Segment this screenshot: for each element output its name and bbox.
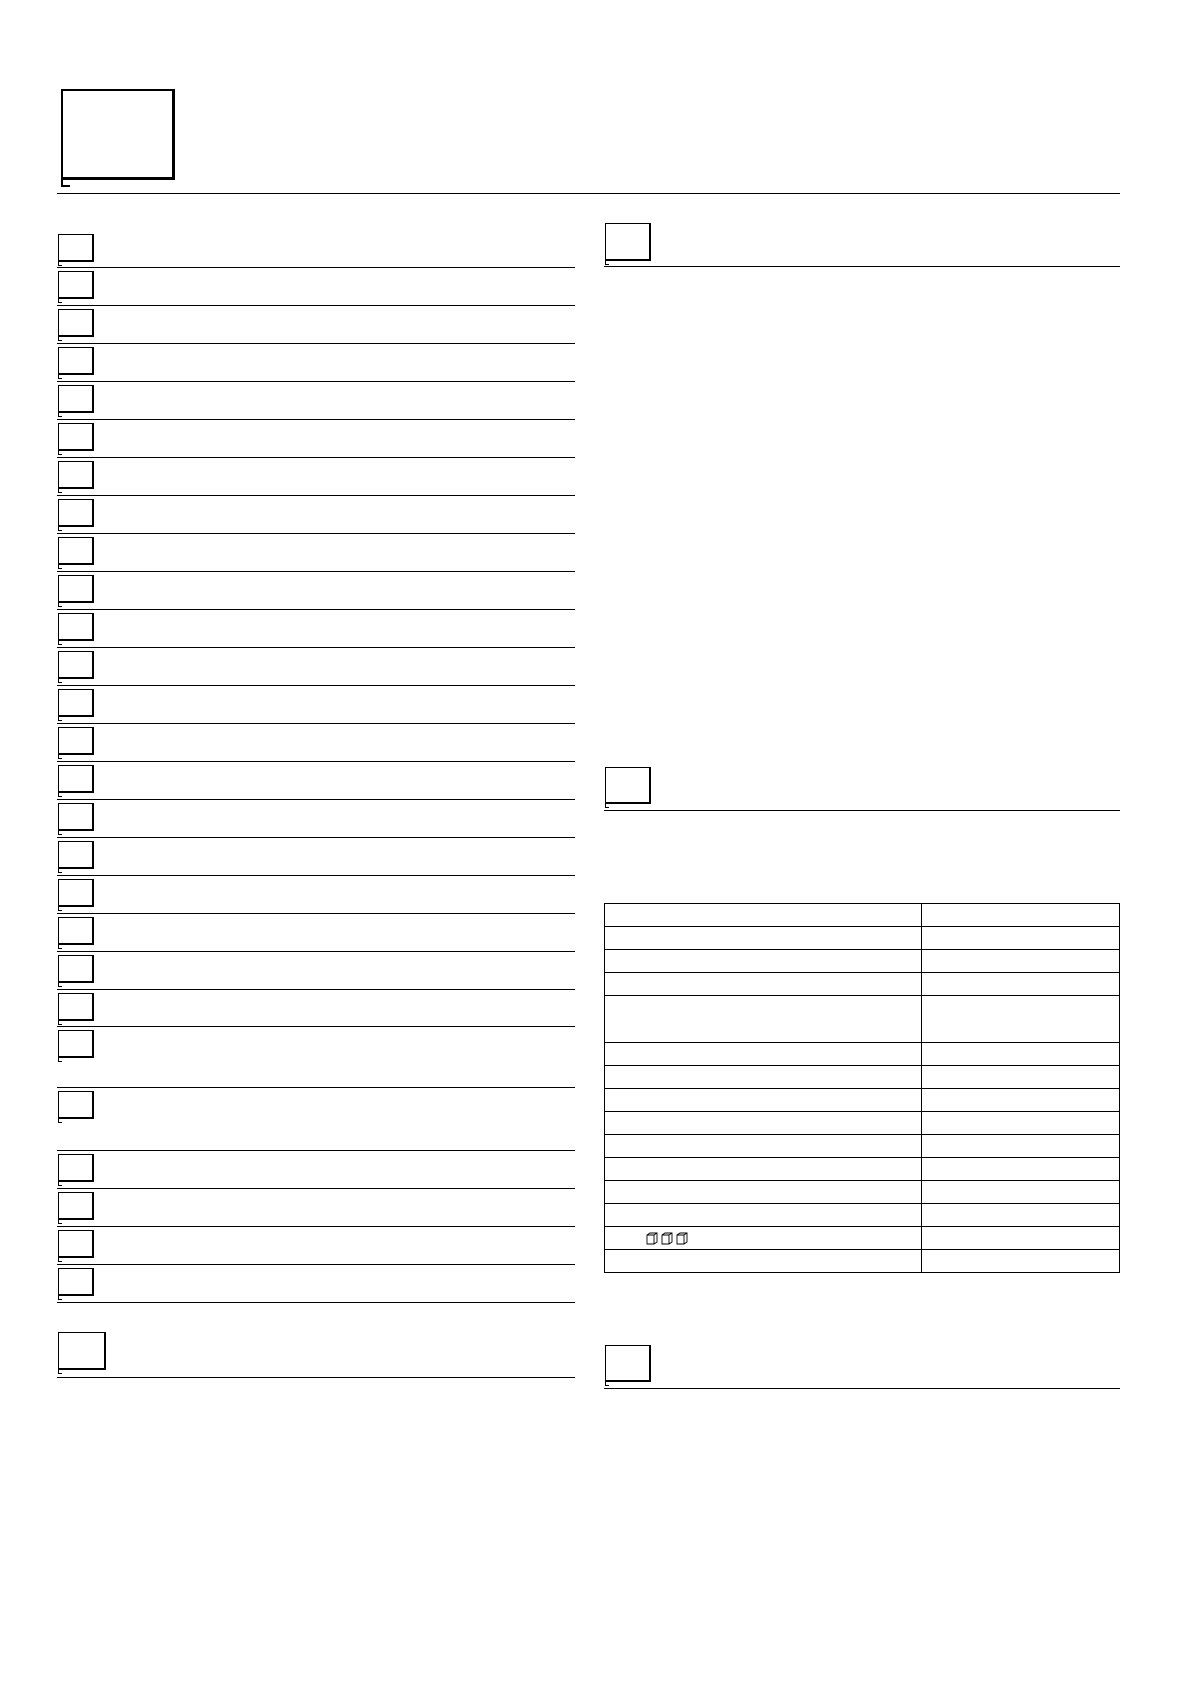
cube-icon-group <box>646 1232 688 1245</box>
list-item-mark <box>58 1154 94 1182</box>
table-cell-value <box>922 1089 1120 1112</box>
list-item-rule <box>57 267 575 268</box>
table-row <box>605 1204 1120 1227</box>
table-cell-label <box>605 1204 922 1227</box>
header-rule <box>57 193 1120 194</box>
list-item-rule <box>57 723 575 724</box>
table-cell-value <box>922 904 1120 927</box>
list-item-rule <box>57 647 575 648</box>
table-row <box>605 927 1120 950</box>
table-row <box>605 973 1120 996</box>
list-item-mark <box>58 461 94 489</box>
list-item-rule <box>57 1026 575 1027</box>
list-item-mark <box>58 575 94 603</box>
table-cell-value <box>922 1158 1120 1181</box>
list-item-mark <box>58 651 94 679</box>
list-item-rule <box>57 685 575 686</box>
list-item-rule <box>57 1226 575 1227</box>
table-row <box>605 1089 1120 1112</box>
list-item-mark <box>58 1268 94 1296</box>
table-cell-label <box>605 950 922 973</box>
list-item-rule <box>57 609 575 610</box>
table-cell-label <box>605 996 922 1043</box>
list-item-rule <box>57 1188 575 1189</box>
table-row <box>605 1043 1120 1066</box>
list-item-rule <box>57 571 575 572</box>
table-cell-label <box>605 1158 922 1181</box>
table-cell-label <box>605 927 922 950</box>
table-cell-label <box>605 1227 922 1250</box>
list-item-mark <box>58 1230 94 1258</box>
table-row <box>605 996 1120 1043</box>
list-item-mark <box>58 234 94 262</box>
cube-icon <box>661 1232 673 1245</box>
list-item-rule <box>57 837 575 838</box>
table-row <box>605 1066 1120 1089</box>
section-mark-right-top <box>605 223 651 261</box>
table-cell-label <box>605 1043 922 1066</box>
list-item-rule <box>57 457 575 458</box>
list-item-rule <box>57 343 575 344</box>
spec-table <box>604 903 1120 1273</box>
table-cell-label <box>605 1089 922 1112</box>
table-cell-label <box>605 904 922 927</box>
table-row <box>605 950 1120 973</box>
section-rule-left-bottom <box>57 1377 575 1378</box>
list-item-rule <box>57 1150 575 1151</box>
list-item-mark <box>58 727 94 755</box>
list-item-mark <box>58 803 94 831</box>
list-item-rule <box>57 533 575 534</box>
table-cell-value <box>922 1250 1120 1273</box>
cube-icon <box>646 1232 658 1245</box>
list-item-mark <box>58 955 94 983</box>
list-item-rule <box>57 495 575 496</box>
list-item-mark <box>58 917 94 945</box>
list-item-mark <box>58 537 94 565</box>
table-cell-label <box>605 1066 922 1089</box>
list-item-mark <box>58 423 94 451</box>
list-item-mark <box>58 613 94 641</box>
table-cell-label <box>605 1112 922 1135</box>
list-item-rule <box>57 875 575 876</box>
list-item-rule <box>57 799 575 800</box>
list-item-rule <box>57 1264 575 1265</box>
list-item-mark <box>58 309 94 337</box>
section-rule-right-top <box>604 266 1120 267</box>
cube-icon <box>676 1232 688 1245</box>
table-row <box>605 1181 1120 1204</box>
list-item-mark <box>58 765 94 793</box>
list-item-rule <box>57 761 575 762</box>
section-mark-left-bottom <box>58 1332 106 1370</box>
list-item-mark <box>58 1192 94 1220</box>
table-row <box>605 1112 1120 1135</box>
list-item-mark <box>58 271 94 299</box>
list-item-mark <box>58 1030 94 1058</box>
table-row <box>605 1250 1120 1273</box>
table-cell-value <box>922 927 1120 950</box>
list-item-mark <box>58 993 94 1021</box>
section-mark-right-bottom <box>605 1345 651 1382</box>
table-cell-value <box>922 1043 1120 1066</box>
table-cell-label <box>605 1181 922 1204</box>
list-item-rule <box>57 1087 575 1088</box>
list-item-rule <box>57 913 575 914</box>
table-row <box>605 904 1120 927</box>
list-item-rule <box>57 951 575 952</box>
table-cell-value <box>922 973 1120 996</box>
table-cell-value <box>922 950 1120 973</box>
table-row <box>605 1227 1120 1250</box>
list-item-mark <box>58 1091 94 1119</box>
table-cell-label <box>605 1135 922 1158</box>
table-row <box>605 1158 1120 1181</box>
list-item-mark <box>58 347 94 375</box>
list-item-rule <box>57 419 575 420</box>
list-item-rule <box>57 381 575 382</box>
list-item-mark <box>58 499 94 527</box>
list-item-rule <box>57 1302 575 1303</box>
table-cell-value <box>922 1227 1120 1250</box>
list-item-rule <box>57 305 575 306</box>
table-cell-label <box>605 973 922 996</box>
list-item-mark <box>58 689 94 717</box>
table-cell-value <box>922 1181 1120 1204</box>
list-item-rule <box>57 989 575 990</box>
list-item-mark <box>58 385 94 413</box>
section-rule-right-bottom <box>604 1388 1120 1389</box>
table-row <box>605 1135 1120 1158</box>
table-cell-value <box>922 1204 1120 1227</box>
table-cell-label <box>605 1250 922 1273</box>
list-item-mark <box>58 879 94 907</box>
table-cell-value <box>922 1066 1120 1089</box>
list-item-mark <box>58 841 94 869</box>
table-cell-value <box>922 1135 1120 1158</box>
table-cell-value <box>922 996 1120 1043</box>
section-rule-right-middle <box>604 810 1120 811</box>
section-mark-right-middle <box>605 767 651 804</box>
table-cell-value <box>922 1112 1120 1135</box>
header-mark <box>61 89 175 180</box>
